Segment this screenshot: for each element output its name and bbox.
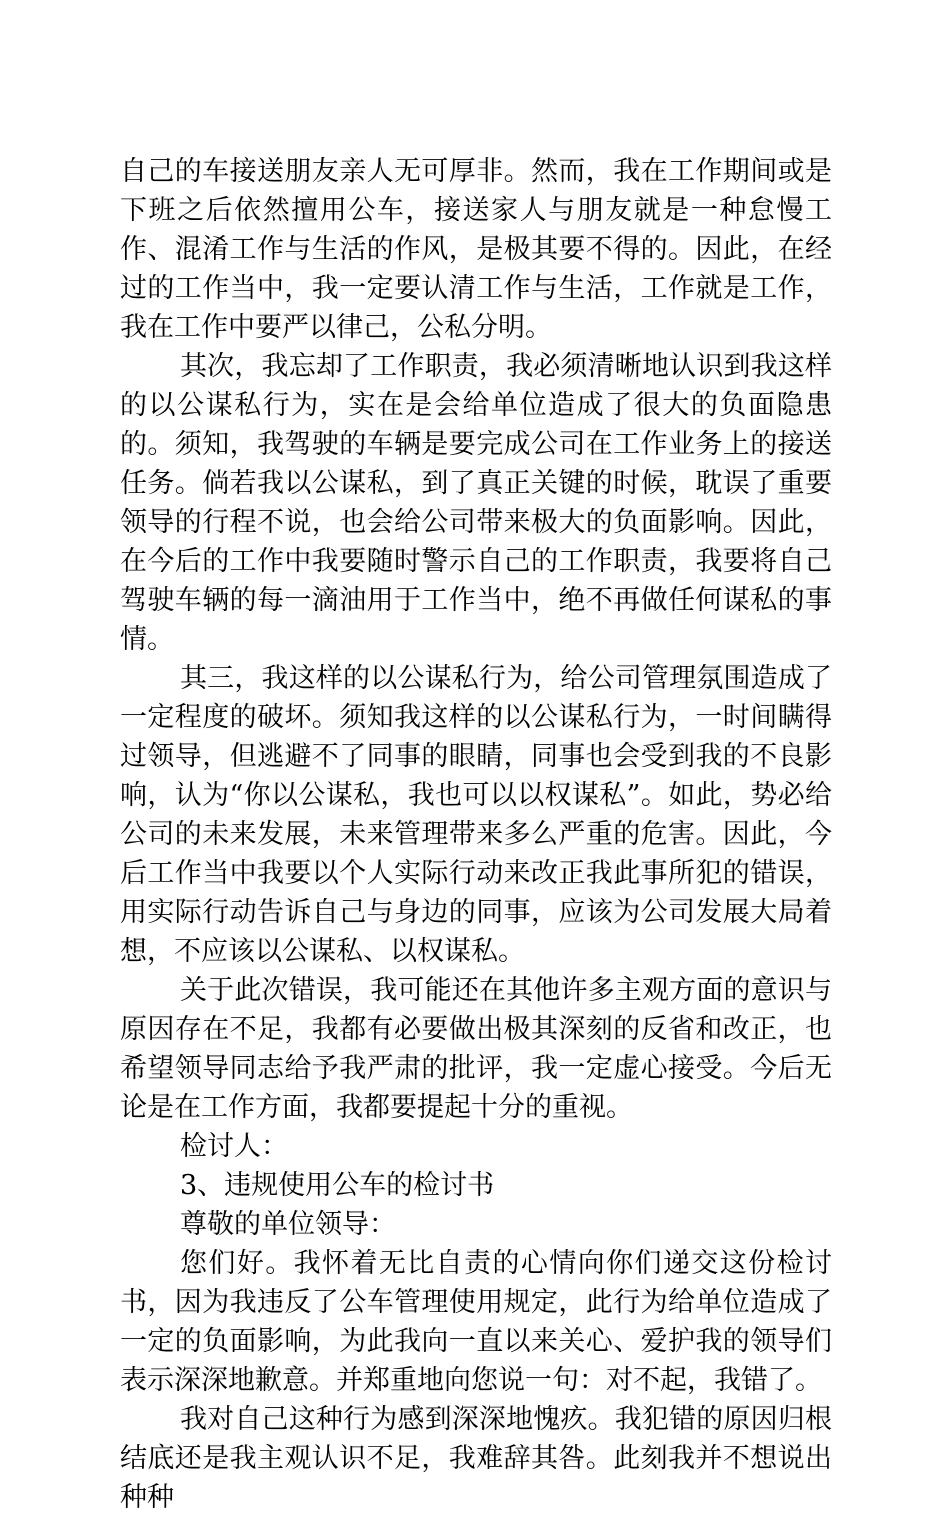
paragraph-reflection: 关于此次错误，我可能还在其他许多主观方面的意识与原因存在不足，我都有必要做出极其深刻的反省和改正，也希望领导同志给予我严肃的批评，我一定虚心接受。今后无论是在工作方面，我都要提起十分的重视。 bbox=[120, 975, 832, 1123]
salutation: 尊敬的单位领导： bbox=[180, 1209, 396, 1240]
paragraph-apology: 您们好。我怀着无比自责的心情向你们递交这份检讨书，因为我违反了公车管理使用规定，此行为给单位造成了一定的负面影响，为此我向一直以来关心、爱护我的领导们表示深深地歉意。并郑重地向您说一句：对不起，我错了。 bbox=[120, 1248, 832, 1396]
paragraph-guilt: 我对自己这种行为感到深深地愧疚。我犯错的原因归根结底还是我主观认识不足，我难辞其咎。此刻我并不想说出种种 bbox=[120, 1404, 832, 1513]
paragraph-car-use-conclusion: 自己的车接送朋友亲人无可厚非。然而，我在工作期间或是下班之后依然擅用公车，接送家人与朋友就是一种怠慢工作、混淆工作与生活的作风，是极其要不得的。因此，在经过的工作当中，我一定要认清工作与生活，工作就是工作，我在工作中要严以律己，公私分明。 bbox=[120, 156, 832, 343]
paragraph-management-atmosphere: 其三，我这样的以公谋私行为，给公司管理氛围造成了一定程度的破坏。须知我这样的以公谋私行为，一时间瞒得过领导，但逃避不了同事的眼睛，同事也会受到我的不良影响，认为“你以公谋私，我也可以以权谋私”。如此，势必给公司的未来发展，未来管理带来多么严重的危害。因此，今后工作当中我要以个人实际行动来改正我此事所犯的错误，用实际行动告诉自己与身边的同事，应该为公司发展大局着想，不应该以公谋私、以权谋私。 bbox=[120, 663, 832, 967]
document-page bbox=[120, 152, 832, 1517]
section-heading: 3、违规使用公车的检讨书 bbox=[180, 1170, 495, 1201]
signature-line: 检讨人： bbox=[180, 1131, 288, 1162]
paragraph-work-duty: 其次，我忘却了工作职责，我必须清晰地认识到我这样的以公谋私行为，实在是会给单位造成了很大的负面隐患的。须知，我驾驶的车辆是要完成公司在工作业务上的接送任务。倘若我以公谋私，到了真正关键的时候，耽误了重要领导的行程不说，也会给公司带来极大的负面影响。因此，在今后的工作中我要随时警示自己的工作职责，我要将自己驾驶车辆的每一滴油用于工作当中，绝不再做任何谋私的事情。 bbox=[120, 351, 832, 655]
